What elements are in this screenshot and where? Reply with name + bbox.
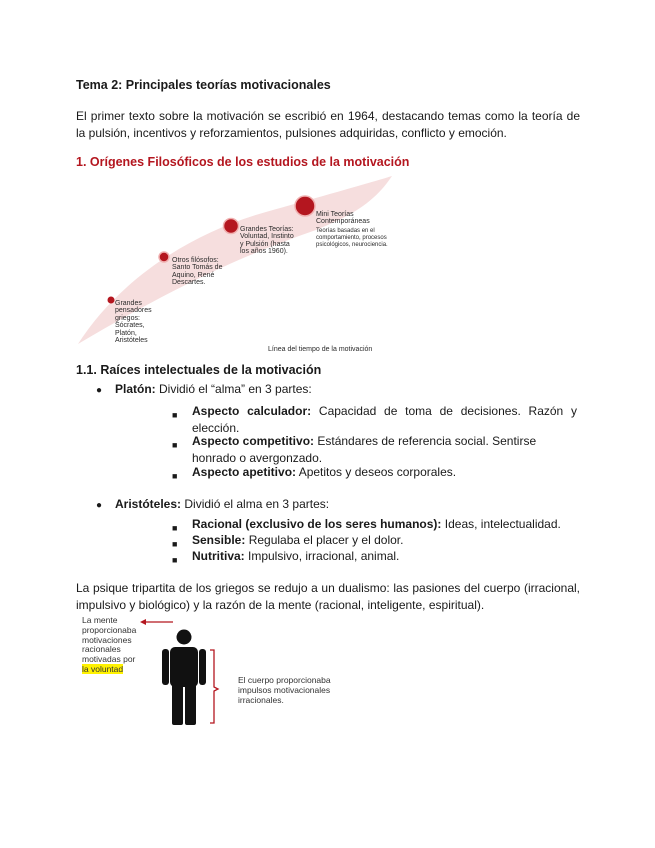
bullet-dot-icon: ● — [96, 385, 103, 396]
bullet-dot-icon: ● — [96, 500, 103, 511]
highlighted-text: la voluntad — [82, 663, 124, 674]
square-bullet-icon: ■ — [172, 440, 178, 450]
timeline-label-1: Grandes pensadores griegos: Sócrates, Platón, Aristóteles — [115, 300, 152, 345]
timeline-label-3: Grandes Teorías: Voluntad, Instinto y Pulsión (hasta los años 1960). — [240, 226, 294, 256]
aristoteles-part-1: Racional (exclusivo de los seres humanos): Ideas, intelectualidad. — [192, 517, 561, 531]
aristoteles-part-3: Nutritiva: Impulsivo, irracional, animal. — [192, 549, 400, 563]
timeline-dot-1 — [108, 297, 115, 304]
timeline-figure — [76, 174, 396, 356]
mind-caption: La mente proporcionaba motivaciones racionales motivadas por la voluntad — [82, 615, 137, 674]
platon-part-2: Aspecto competitivo: Estándares de referencia social. Sentirse honrado o avergonzado. — [192, 434, 537, 465]
human-silhouette-icon — [130, 615, 240, 727]
square-bullet-icon: ■ — [172, 410, 178, 420]
square-bullet-icon: ■ — [172, 523, 178, 533]
square-bullet-icon: ■ — [172, 471, 178, 481]
timeline-dot-4 — [295, 196, 315, 216]
timeline-caption: Línea del tiempo de la motivación — [268, 346, 373, 353]
body-caption: El cuerpo proporcionaba impulsos motivacionales irracionales. — [238, 675, 331, 705]
psyche-paragraph: La psique tripartita de los griegos se redujo a un dualismo: las pasiones del cuerpo (irracional, impulsivo y biológico) y la razón de la mente (racional, inteligente, espiritual). — [76, 581, 580, 612]
timeline-dot-3 — [224, 219, 239, 234]
platon-item: Platón: Dividió el “alma” en 3 partes: — [115, 382, 312, 396]
square-bullet-icon: ■ — [172, 539, 178, 549]
intro-paragraph: El primer texto sobre la motivación se escribió en 1964, destacando temas como la teoría de la pulsión, incentivos y reforzamientos, pulsiones adquiridas, conflicto y emoción. — [76, 109, 580, 140]
section-1-heading: 1. Orígenes Filosóficos de los estudios de la motivación — [76, 155, 410, 169]
aristoteles-item: Aristóteles: Dividió el alma en 3 partes: — [115, 497, 330, 511]
timeline-dot-2 — [159, 252, 169, 262]
document-title: Tema 2: Principales teorías motivacionales — [76, 78, 331, 92]
platon-part-3: Aspecto apetitivo: Apetitos y deseos corporales. — [192, 465, 457, 479]
section-1-1-heading: 1.1. Raíces intelectuales de la motivación — [76, 363, 322, 377]
timeline-label-4: Mini Teorías Contemporáneas Teorías basadas en el comportamiento, procesos psicológicos, neurociencia. — [316, 211, 388, 249]
timeline-label-2: Otros filósofos: Santo Tomás de Aquino, René Descartes. — [172, 257, 223, 287]
square-bullet-icon: ■ — [172, 555, 178, 565]
platon-part-1: Aspecto calculador: Capacidad de toma de decisiones. Razón y elección. — [192, 404, 577, 435]
aristoteles-part-2: Sensible: Regulaba el placer y el dolor. — [192, 533, 404, 547]
